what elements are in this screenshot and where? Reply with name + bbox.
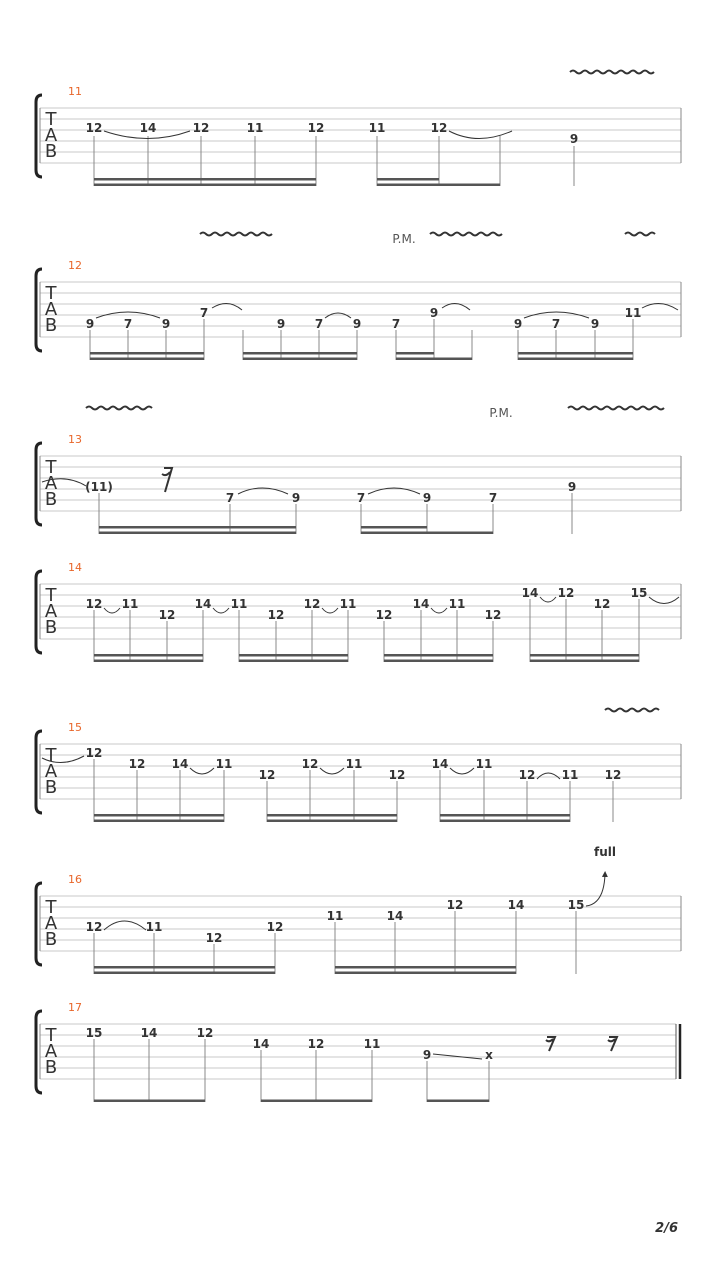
fret-number: 12 (375, 608, 393, 622)
fret-number: (11) (85, 480, 113, 494)
tab-letter-b: B (44, 617, 58, 638)
fret-number: 12 (85, 597, 103, 611)
fret-number: 9 (567, 480, 577, 494)
fret-number: 7 (488, 491, 498, 505)
system-bar-14 (36, 561, 681, 662)
fret-number: 12 (85, 920, 103, 934)
fret-number: 11 (145, 920, 163, 934)
system-bar-12 (36, 232, 681, 360)
fret-number: 12 (192, 121, 210, 135)
tab-letter-b: B (44, 141, 58, 162)
fret-number: 11 (246, 121, 264, 135)
bend-full-label: full (594, 845, 616, 859)
fret-number: 9 (276, 317, 286, 331)
tab-letter-a: A (44, 299, 58, 320)
fret-number: 12 (128, 757, 146, 771)
staff-bracket (36, 1011, 42, 1093)
beams (90, 352, 633, 360)
fret-number: 12 (301, 757, 319, 771)
slurs (96, 303, 678, 318)
fret-number: 12 (267, 608, 285, 622)
bar-number: 16 (68, 873, 82, 886)
fret-number: 11 (230, 597, 248, 611)
tab-letter-b: B (44, 777, 58, 798)
staff-bracket (36, 443, 42, 525)
fret-number: 12 (205, 931, 223, 945)
fret-number: 12 (258, 768, 276, 782)
fret-number: 11 (215, 757, 233, 771)
fret-number: 12 (430, 121, 448, 135)
beams (94, 654, 639, 662)
fret-number: 11 (326, 909, 344, 923)
fret-number: 11 (121, 597, 139, 611)
fret-number: 12 (196, 1026, 214, 1040)
fret-number: 12 (307, 121, 325, 135)
fret-number: 12 (307, 1037, 325, 1051)
fret-number: 9 (291, 491, 301, 505)
fret-number: 12 (484, 608, 502, 622)
fret-number: 14 (507, 898, 525, 912)
fret-number: 11 (345, 757, 363, 771)
stems (94, 599, 639, 662)
system-bar-17 (36, 1001, 680, 1102)
fret-number: 9 (569, 132, 579, 146)
tab-letter-t: T (45, 283, 57, 304)
staff-lines (40, 584, 681, 639)
fret-number: 9 (422, 1048, 432, 1062)
fret-number: 7 (551, 317, 561, 331)
tab-letter-t: T (45, 1025, 57, 1046)
palm-mute-label: P.M. (392, 232, 416, 246)
fret-number: 7 (225, 491, 235, 505)
fret-number: 11 (339, 597, 357, 611)
tab-letter-t: T (45, 585, 57, 606)
fret-number: 14 (171, 757, 189, 771)
bend-arrow (586, 874, 605, 906)
dead-note: x (485, 1048, 493, 1062)
fret-number: 15 (567, 898, 585, 912)
bar-number: 12 (68, 259, 82, 272)
fret-number: 14 (194, 597, 212, 611)
tab-letter-a: A (44, 601, 58, 622)
fret-number: 14 (139, 121, 157, 135)
staff-lines (40, 744, 681, 799)
system-bar-13 (36, 406, 681, 534)
tab-letter-b: B (44, 489, 58, 510)
fret-number: 12 (303, 597, 321, 611)
rest-symbol (162, 468, 172, 492)
tab-letter-b: B (44, 315, 58, 336)
tab-letter-t: T (45, 109, 57, 130)
staff-bracket (36, 269, 42, 351)
tab-letter-a: A (44, 473, 58, 494)
fret-number: 9 (85, 317, 95, 331)
fret-number: 11 (368, 121, 386, 135)
bar-number: 13 (68, 433, 82, 446)
staff-bracket (36, 883, 42, 965)
fret-number: 14 (140, 1026, 158, 1040)
fret-number: 9 (513, 317, 523, 331)
fret-number: 12 (85, 746, 103, 760)
staff-bracket (36, 731, 42, 813)
tab-letter-a: A (44, 125, 58, 146)
staff-bracket (36, 571, 42, 653)
fret-number: 11 (448, 597, 466, 611)
system-bar-15 (36, 709, 681, 823)
rest-symbol (546, 1037, 555, 1051)
fret-number: 14 (386, 909, 404, 923)
fret-number: 12 (266, 920, 284, 934)
fret-number: 9 (429, 306, 439, 320)
fret-number: 12 (593, 597, 611, 611)
tab-letter-t: T (45, 745, 57, 766)
tab-letter-t: T (45, 457, 57, 478)
fret-number: 14 (521, 586, 539, 600)
vibrato-mark (570, 71, 654, 74)
fret-number: 14 (431, 757, 449, 771)
fret-number: 11 (475, 757, 493, 771)
palm-mute-label: P.M. (489, 406, 513, 420)
fret-number: 12 (158, 608, 176, 622)
fret-number: 12 (446, 898, 464, 912)
fret-number: 12 (557, 586, 575, 600)
staff-lines (40, 108, 681, 163)
tab-letter-a: A (44, 761, 58, 782)
fret-number: 12 (604, 768, 622, 782)
page-number: 2/6 (655, 1221, 678, 1236)
vibrato-marks (200, 233, 655, 236)
fret-number: 7 (391, 317, 401, 331)
staff-bracket (36, 95, 42, 177)
fret-number: 14 (252, 1037, 270, 1051)
fret-number: 11 (624, 306, 642, 320)
fret-number: 12 (518, 768, 536, 782)
beams (94, 814, 570, 822)
fret-number: 12 (85, 121, 103, 135)
tab-letter-b: B (44, 1057, 58, 1078)
bar-number: 14 (68, 561, 82, 574)
tab-letter-a: A (44, 913, 58, 934)
tab-letter-t: T (45, 897, 57, 918)
fret-number: 14 (412, 597, 430, 611)
tab-letter-a: A (44, 1041, 58, 1062)
bar-number: 15 (68, 721, 82, 734)
staff-lines (40, 1024, 676, 1079)
fret-number: 11 (561, 768, 579, 782)
fret-number: 7 (314, 317, 324, 331)
fret-number: 15 (85, 1026, 103, 1040)
vibrato-mark (605, 709, 659, 712)
tab-letter-b: B (44, 929, 58, 950)
fret-number: 9 (161, 317, 171, 331)
fret-number: 9 (352, 317, 362, 331)
beams (94, 966, 516, 974)
fret-number: 7 (123, 317, 133, 331)
fret-number: 15 (630, 586, 648, 600)
rest-symbol (608, 1037, 617, 1051)
fret-number: 9 (422, 491, 432, 505)
system-bar-11 (36, 71, 681, 187)
bar-number: 11 (68, 85, 82, 98)
bar-number: 17 (68, 1001, 82, 1014)
beams (94, 1100, 489, 1103)
vibrato-marks (86, 407, 664, 410)
system-bar-16 (36, 845, 681, 974)
fret-number: 11 (363, 1037, 381, 1051)
fret-number: 12 (388, 768, 406, 782)
fret-number: 7 (356, 491, 366, 505)
fret-number: 7 (199, 306, 209, 320)
fret-number: 9 (590, 317, 600, 331)
